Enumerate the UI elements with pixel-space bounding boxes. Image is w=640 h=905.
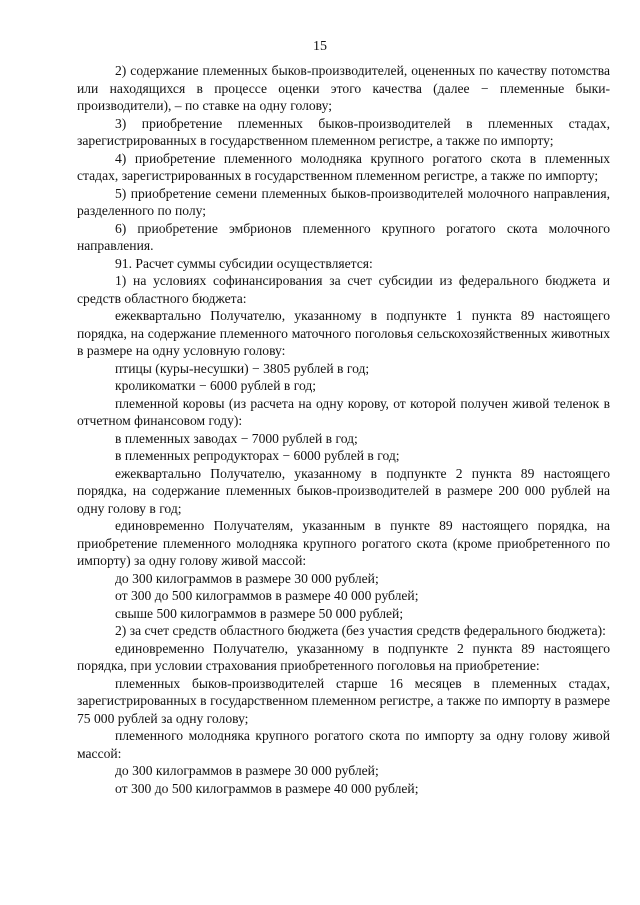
paragraph-item-2: 2) содержание племенных быков-производителей, оцененных по качеству потомства или находящихся в процессе оценки этого качества (далее − племенные быки-производители), – по ставке на одну голову; — [77, 63, 610, 113]
paragraph-quarterly-breeding-stock: ежеквартально Получателю, указанному в подпункте 1 пункта 89 настоящего порядка, на содержание племенного маточного поголовья сельскохозяйственных животных в размере на одну условную голову: — [77, 308, 610, 358]
page-number: 15 — [313, 39, 327, 54]
paragraph-item-3: 3) приобретение племенных быков-производителей в племенных стадах, зарегистрированных в государственном племенном регистре, а также по импорту; — [77, 115, 610, 148]
paragraph-clause-91: 91. Расчет суммы субсидии осуществляется: — [115, 255, 373, 271]
paragraph-one-time-young-stock: единовременно Получателям, указанным в пункте 89 настоящего порядка, на приобретение племенного молодняка крупного рогатого скота (кроме приобретенного по импорту) за одну голову живой массой: — [77, 518, 610, 568]
paragraph-subclause-1: 1) на условиях софинансирования за счет субсидии из федерального бюджета и средств областного бюджета: — [77, 273, 610, 306]
paragraph-rate-breeding-plants: в племенных заводах − 7000 рублей в год; — [115, 430, 358, 446]
paragraph-item-6: 6) приобретение эмбрионов племенного крупного рогатого скота молочного направления. — [77, 220, 610, 253]
paragraph-item-4: 4) приобретение племенного молодняка крупного рогатого скота в племенных стадах, зарегистрированных в государственном племенном регистре, а также по импорту; — [77, 150, 610, 183]
paragraph-quarterly-bulls: ежеквартально Получателю, указанному в подпункте 2 пункта 89 настоящего порядка, на содержание племенных быков-производителей в размере 200 000 рублей на одну голову в год; — [77, 465, 610, 516]
paragraph-rate-reproducers: в племенных репродукторах − 6000 рублей в год; — [115, 448, 400, 463]
paragraph-item-5: 5) приобретение семени племенных быков-производителей молочного направления, разделенного по полу; — [77, 185, 610, 218]
document-body — [77, 62, 610, 797]
paragraph-weight-up-to-300: до 300 килограммов в размере 30 000 рублей; — [115, 570, 379, 586]
paragraph-import-weight-300-500: от 300 до 500 килограммов в размере 40 000 рублей; — [115, 780, 419, 796]
paragraph-weight-over-500: свыше 500 килограммов в размере 50 000 рублей; — [115, 605, 404, 621]
paragraph-rate-rabbits: кроликоматки − 6000 рублей в год; — [115, 378, 317, 393]
paragraph-one-time-insured: единовременно Получателю, указанному в подпункте 2 пункта 89 настоящего порядка, при условии страхования приобретенного поголовья на приобретение: — [77, 640, 610, 673]
paragraph-imported-young-stock: племенного молодняка крупного рогатого скота по импорту за одну голову живой массой: — [77, 728, 610, 761]
paragraph-bulls-over-16-months: племенных быков-производителей старше 16 месяцев в племенных стадах, зарегистрированных в государственном племенном регистре, а также по импорту в размере 75 000 рублей за одну голову; — [77, 675, 610, 726]
paragraph-import-weight-up-to-300: до 300 килограммов в размере 30 000 рублей; — [115, 763, 379, 778]
paragraph-weight-300-500: от 300 до 500 килограммов в размере 40 000 рублей; — [115, 588, 419, 603]
paragraph-subclause-2: 2) за счет средств областного бюджета (без участия средств федерального бюджета): — [115, 623, 606, 638]
paragraph-rate-poultry: птицы (куры-несушки) − 3805 рублей в год; — [115, 360, 370, 376]
paragraph-rate-cows: племенной коровы (из расчета на одну корову, от которой получен живой теленок в отчетном финансовом году): — [77, 395, 610, 428]
